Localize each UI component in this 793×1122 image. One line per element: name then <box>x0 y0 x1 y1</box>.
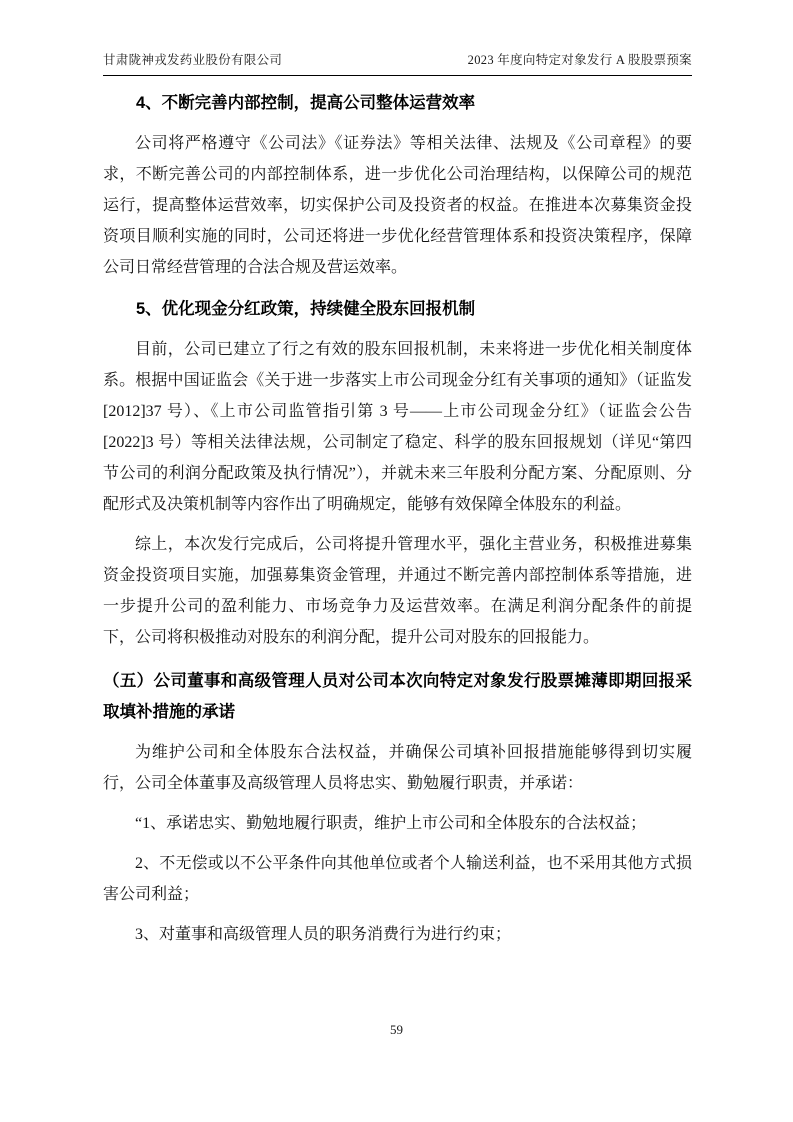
page-number: 59 <box>390 1022 403 1037</box>
paragraph: 为维护公司和全体股东合法权益，并确保公司填补回报措施能够得到切实履行，公司全体董事及高级管理人员将忠实、勤勉履行职责，并承诺： <box>103 744 692 792</box>
page-footer <box>0 1022 793 1038</box>
paragraph: 2、不无偿或以不公平条件向其他单位或者个人输送利益，也不采用其他方式损害公司利益； <box>103 855 692 903</box>
paragraph: 3、对董事和高级管理人员的职务消费行为进行约束； <box>135 926 512 943</box>
paragraph: 综上，本次发行完成后，公司将提升管理水平，强化主营业务，积极推进募集资金投资项目实施，加强募集资金管理，并通过不断完善内部控制体系等措施，进一步提升公司的盈利能力、市场竞争力及运营效率。在满足利润分配条件的前提下，公司将积极推动对股东的利润分配，提升公司对股东的回报能力。 <box>103 536 692 646</box>
page-header <box>103 52 692 76</box>
section-heading: 5、优化现金分红政策，持续健全股东回报机制 <box>136 300 476 318</box>
paragraph: “1、承诺忠实、勤勉地履行职责，维护上市公司和全体股东的合法权益； <box>135 815 647 832</box>
header-company-name: 甘肃陇神戎发药业股份有限公司 <box>103 53 283 67</box>
section-heading: 4、不断完善内部控制，提高公司整体运营效率 <box>136 94 476 112</box>
document-body <box>103 88 692 959</box>
paragraph: 目前，公司已建立了行之有效的股东回报机制，未来将进一步优化相关制度体系。根据中国证监会《关于进一步落实上市公司现金分红有关事项的通知》（证监发[2012]37 号）、《上市公司监管指引第 3 号——上市公司现金分红》（证监会公告[2022]3 号）等相关法律法规，公司制定了稳定、科学的股东回报规划（详见“第四节公司的利润分配政策及执行情况”），并就未来三年股利分配方案、分配原则、分配形式及决策机制等内容作出了明确规定，能够有效保障全体股东的利益。 <box>103 341 692 513</box>
paragraph: 公司将严格遵守《公司法》《证券法》等相关法律、法规及《公司章程》的要求，不断完善公司的内部控制体系，进一步优化公司治理结构，以保障公司的规范运行，提高整体运营效率，切实保护公司及投资者的权益。在推进本次募集资金投资项目顺利实施的同时，公司还将进一步优化经营管理体系和投资决策程序，保障公司日常经营管理的合法合规及营运效率。 <box>103 135 692 276</box>
section-heading: （五）公司董事和高级管理人员对公司本次向特定对象发行股票摊薄即期回报采取填补措施的承诺 <box>103 672 692 721</box>
header-document-title: 2023 年度向特定对象发行 A 股股票预案 <box>467 53 692 67</box>
